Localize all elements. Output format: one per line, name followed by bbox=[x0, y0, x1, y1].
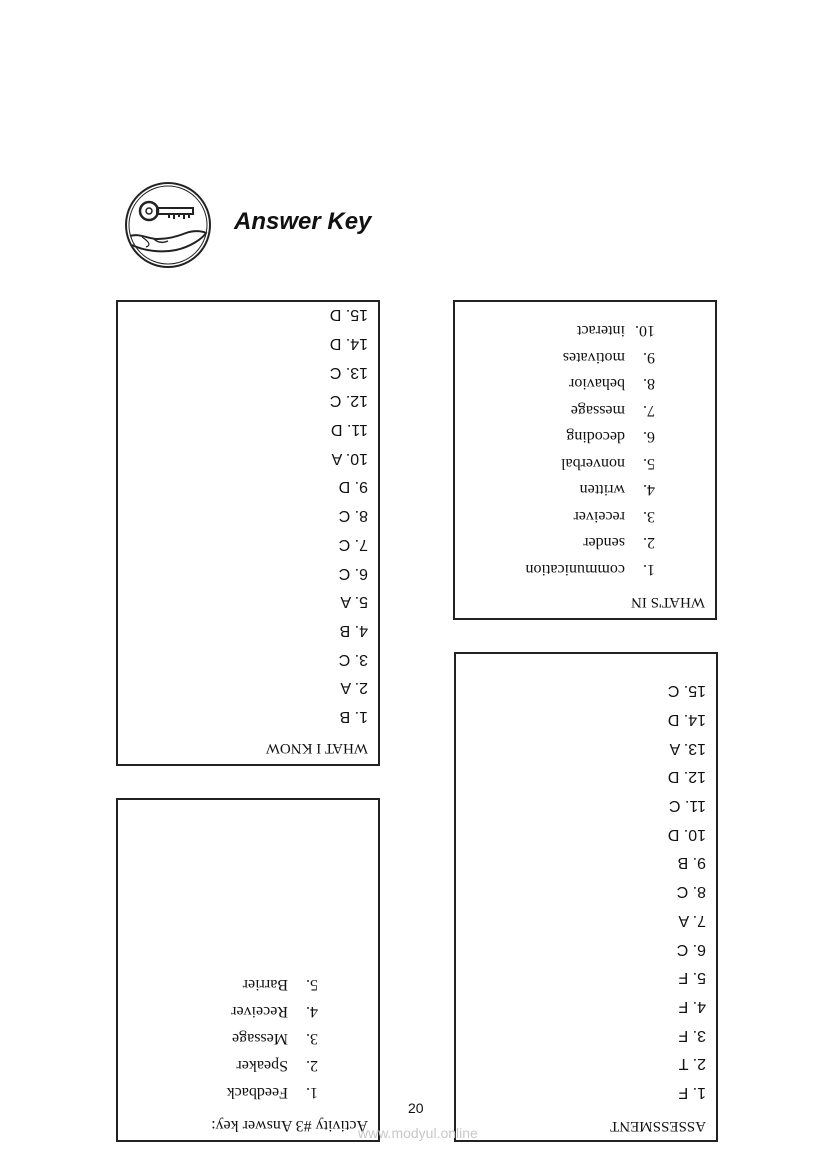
key-in-hand-icon bbox=[124, 181, 212, 269]
item-number: 3. bbox=[643, 508, 655, 525]
item-text: Feedback bbox=[226, 1084, 288, 1101]
list-item bbox=[525, 476, 655, 503]
item-number: 4. bbox=[306, 1003, 318, 1020]
activity3-title: Activity #3 Answer key: bbox=[211, 1117, 368, 1134]
page-number: 20 bbox=[408, 1100, 424, 1116]
item-number: 8. bbox=[643, 375, 655, 393]
list-item bbox=[525, 423, 655, 450]
whats-in-box bbox=[453, 300, 717, 620]
list-item: 15. D bbox=[329, 306, 368, 324]
list-item: 1. F bbox=[678, 1084, 706, 1101]
list-item: 12. C bbox=[329, 392, 368, 410]
list-item bbox=[227, 1079, 318, 1106]
list-item: 9. D bbox=[338, 478, 368, 496]
what-i-know-title: WHAT I KNOW bbox=[265, 740, 368, 756]
list-item: 6. C bbox=[676, 940, 706, 958]
item-number: 10. bbox=[635, 322, 655, 340]
item-text: sender bbox=[583, 534, 625, 552]
item-text: Barrier bbox=[242, 976, 288, 993]
item-number: 6. bbox=[643, 428, 655, 446]
list-item bbox=[525, 503, 655, 530]
list-item: 7. C bbox=[338, 535, 368, 553]
list-item: 5. F bbox=[678, 969, 706, 987]
whats-in-list bbox=[525, 317, 655, 582]
item-text: nonverbal bbox=[561, 455, 625, 472]
list-item: 3. F bbox=[678, 1026, 706, 1044]
item-text: receiver bbox=[573, 508, 625, 525]
list-item bbox=[525, 317, 655, 344]
list-item bbox=[227, 998, 318, 1025]
assessment-box bbox=[454, 652, 718, 1142]
item-number: 2. bbox=[643, 534, 655, 552]
item-text: communication bbox=[525, 561, 625, 578]
list-item: 4. F bbox=[678, 997, 706, 1015]
list-item bbox=[227, 1025, 318, 1052]
what-i-know-list bbox=[330, 300, 368, 730]
list-item: 4. B bbox=[339, 621, 368, 639]
what-i-know-box bbox=[116, 300, 380, 766]
item-number: 4. bbox=[643, 481, 655, 499]
list-item: 7. A bbox=[678, 911, 706, 929]
list-item: 9. B bbox=[677, 854, 706, 872]
list-item: 2. A bbox=[340, 679, 368, 697]
list-item: 8. C bbox=[338, 507, 368, 525]
list-item bbox=[525, 344, 655, 371]
item-number: 1. bbox=[306, 1084, 318, 1101]
list-item bbox=[525, 370, 655, 397]
list-item: 11. C bbox=[668, 797, 706, 815]
list-item bbox=[525, 556, 655, 583]
item-number: 5. bbox=[306, 976, 318, 993]
list-item: 15. C bbox=[667, 682, 706, 700]
item-text: Message bbox=[232, 1030, 288, 1047]
item-text: decoding bbox=[566, 428, 625, 446]
list-item: 10. A bbox=[331, 449, 368, 467]
list-item bbox=[525, 450, 655, 477]
item-number: 2. bbox=[306, 1057, 318, 1074]
item-number: 7. bbox=[643, 402, 655, 419]
whats-in-title: WHAT'S IN bbox=[631, 594, 705, 610]
item-text: Receiver bbox=[231, 1003, 288, 1020]
list-item: 1. B bbox=[339, 708, 368, 725]
list-item: 3. C bbox=[338, 650, 368, 668]
list-item: 14. D bbox=[329, 335, 368, 353]
item-number: 5. bbox=[643, 455, 655, 472]
list-item: 6. C bbox=[338, 564, 368, 582]
item-text: written bbox=[579, 481, 625, 499]
item-text: interact bbox=[577, 322, 625, 340]
list-item: 13. C bbox=[329, 363, 368, 381]
item-text: behavior bbox=[569, 375, 625, 393]
list-item: 5. A bbox=[340, 593, 368, 611]
list-item: 8. C bbox=[676, 883, 706, 901]
activity3-list bbox=[227, 971, 318, 1106]
list-item bbox=[525, 397, 655, 424]
item-number: 1. bbox=[643, 561, 655, 578]
watermark: www.modyul.online bbox=[358, 1125, 478, 1141]
list-item: 14. D bbox=[667, 711, 706, 729]
list-item: 13. A bbox=[669, 739, 706, 757]
item-number: 3. bbox=[306, 1030, 318, 1047]
item-text: motivates bbox=[562, 349, 625, 366]
list-item: 2. T bbox=[678, 1055, 706, 1073]
list-item: 12. D bbox=[667, 768, 706, 786]
list-item: 10. D bbox=[667, 825, 706, 843]
list-item bbox=[227, 971, 318, 998]
list-item bbox=[525, 529, 655, 556]
list-item: 11. D bbox=[330, 421, 368, 439]
activity3-box bbox=[116, 798, 380, 1142]
item-text: message bbox=[570, 402, 625, 419]
item-text: Speaker bbox=[236, 1057, 288, 1074]
assessment-list bbox=[668, 676, 706, 1106]
item-number: 9. bbox=[643, 349, 655, 366]
page-title: Answer Key bbox=[234, 208, 372, 235]
assessment-title: ASSESSMENT bbox=[610, 1118, 706, 1134]
list-item bbox=[227, 1052, 318, 1079]
